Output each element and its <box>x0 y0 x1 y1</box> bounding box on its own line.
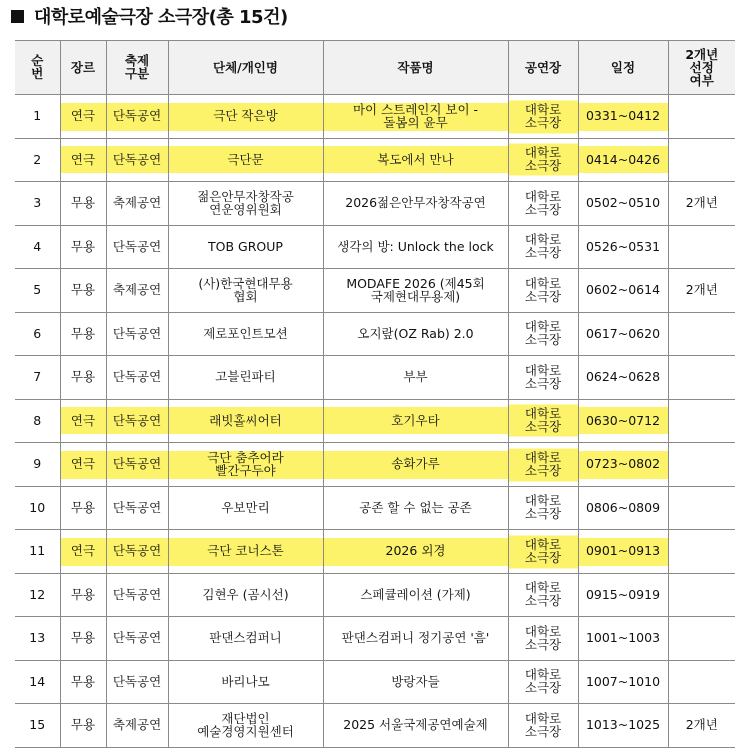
genre-cell: 무용 <box>60 182 106 226</box>
genre-cell: 연극 <box>60 95 106 139</box>
header-two-year: 2개년 선정 여부 <box>668 41 735 95</box>
work-title-cell: 2026젊은안무자창작공연 <box>323 182 508 226</box>
table-row <box>15 269 735 313</box>
genre-cell: 무용 <box>60 617 106 661</box>
period-cell: 0617~0620 <box>578 312 668 356</box>
troupe-cell: TOB GROUP <box>168 225 323 269</box>
genre-cell: 무용 <box>60 573 106 617</box>
row-number: 2 <box>15 138 60 182</box>
troupe-cell: (사)한국현대무용 협회 <box>168 269 323 313</box>
genre-cell: 무용 <box>60 486 106 530</box>
genre-cell: 무용 <box>60 225 106 269</box>
venue-cell: 대학로 소극장 <box>508 356 578 400</box>
venue-cell: 대학로 소극장 <box>508 312 578 356</box>
row-number: 8 <box>15 399 60 443</box>
festival-type-cell: 단독공연 <box>106 312 168 356</box>
festival-type-cell: 단독공연 <box>106 486 168 530</box>
period-cell: 1001~1003 <box>578 617 668 661</box>
work-title-cell: 방랑자들 <box>323 660 508 704</box>
venue-cell: 대학로 소극장 <box>508 269 578 313</box>
festival-type-cell: 단독공연 <box>106 660 168 704</box>
schedule-table <box>15 40 735 748</box>
work-title-cell: 스페큘레이션 (가제) <box>323 573 508 617</box>
period-cell: 0602~0614 <box>578 269 668 313</box>
table-row <box>15 225 735 269</box>
period-cell: 0331~0412 <box>578 95 668 139</box>
genre-cell: 무용 <box>60 356 106 400</box>
venue-cell: 대학로 소극장 <box>508 617 578 661</box>
genre-cell: 무용 <box>60 704 106 748</box>
work-title-cell: 생각의 방: Unlock the lock <box>323 225 508 269</box>
header-genre: 장르 <box>60 41 106 95</box>
two-year-cell <box>668 95 735 139</box>
header-work: 작품명 <box>323 41 508 95</box>
period-cell: 0806~0809 <box>578 486 668 530</box>
two-year-cell <box>668 225 735 269</box>
two-year-cell <box>668 660 735 704</box>
venue-cell: 대학로 소극장 <box>508 486 578 530</box>
troupe-cell: 김현우 (곰시선) <box>168 573 323 617</box>
two-year-cell <box>668 138 735 182</box>
table-body <box>15 95 735 748</box>
row-number: 9 <box>15 443 60 487</box>
row-number: 3 <box>15 182 60 226</box>
two-year-cell <box>668 617 735 661</box>
two-year-cell: 2개년 <box>668 269 735 313</box>
period-cell: 0414~0426 <box>578 138 668 182</box>
row-number: 7 <box>15 356 60 400</box>
row-number: 10 <box>15 486 60 530</box>
festival-type-cell: 단독공연 <box>106 443 168 487</box>
troupe-cell: 극단 춤추어라 빨간구두야 <box>168 443 323 487</box>
header-period: 일정 <box>578 41 668 95</box>
row-number: 5 <box>15 269 60 313</box>
venue-cell: 대학로 소극장 <box>508 443 578 487</box>
festival-type-cell: 단독공연 <box>106 617 168 661</box>
square-bullet-icon <box>11 10 24 23</box>
venue-cell: 대학로 소극장 <box>508 660 578 704</box>
row-number: 14 <box>15 660 60 704</box>
table-row <box>15 573 735 617</box>
festival-type-cell: 축제공연 <box>106 269 168 313</box>
row-number: 4 <box>15 225 60 269</box>
period-cell: 0915~0919 <box>578 573 668 617</box>
period-cell: 0526~0531 <box>578 225 668 269</box>
two-year-cell <box>668 312 735 356</box>
row-number: 6 <box>15 312 60 356</box>
troupe-cell: 래빗홀씨어터 <box>168 399 323 443</box>
festival-type-cell: 단독공연 <box>106 573 168 617</box>
troupe-cell: 젊은안무자창작공 연운영위원회 <box>168 182 323 226</box>
two-year-cell: 2개년 <box>668 704 735 748</box>
troupe-cell: 극단문 <box>168 138 323 182</box>
troupe-cell: 고블린파티 <box>168 356 323 400</box>
header-festival-type: 축제 구분 <box>106 41 168 95</box>
row-number: 1 <box>15 95 60 139</box>
troupe-cell: 바리나모 <box>168 660 323 704</box>
work-title-cell: 마이 스트레인지 보이 - 돌봄의 윤무 <box>323 95 508 139</box>
header-troupe: 단체/개인명 <box>168 41 323 95</box>
festival-type-cell: 단독공연 <box>106 138 168 182</box>
period-cell: 0723~0802 <box>578 443 668 487</box>
work-title-cell: MODAFE 2026 (제45회 국제현대무용제) <box>323 269 508 313</box>
row-number: 12 <box>15 573 60 617</box>
work-title-cell: 복도에서 만나 <box>323 138 508 182</box>
genre-cell: 연극 <box>60 399 106 443</box>
header-no: 순 번 <box>15 41 60 95</box>
venue-cell: 대학로 소극장 <box>508 530 578 574</box>
table-row <box>15 486 735 530</box>
two-year-cell <box>668 486 735 530</box>
work-title-cell: 공존 할 수 없는 공존 <box>323 486 508 530</box>
table-row <box>15 138 735 182</box>
period-cell: 1007~1010 <box>578 660 668 704</box>
two-year-cell <box>668 443 735 487</box>
table-row <box>15 182 735 226</box>
genre-cell: 연극 <box>60 443 106 487</box>
two-year-cell <box>668 356 735 400</box>
row-number: 11 <box>15 530 60 574</box>
work-title-cell: 2025 서울국제공연예술제 <box>323 704 508 748</box>
work-title-cell: 부부 <box>323 356 508 400</box>
row-number: 15 <box>15 704 60 748</box>
venue-cell: 대학로 소극장 <box>508 182 578 226</box>
venue-cell: 대학로 소극장 <box>508 573 578 617</box>
table-row <box>15 704 735 748</box>
venue-cell: 대학로 소극장 <box>508 704 578 748</box>
troupe-cell: 제로포인트모션 <box>168 312 323 356</box>
table-row <box>15 617 735 661</box>
venue-cell: 대학로 소극장 <box>508 138 578 182</box>
genre-cell: 연극 <box>60 530 106 574</box>
venue-cell: 대학로 소극장 <box>508 95 578 139</box>
table-row <box>15 312 735 356</box>
work-title-cell: 판댄스컴퍼니 정기공연 '흠' <box>323 617 508 661</box>
table-row <box>15 356 735 400</box>
troupe-cell: 극단 코너스톤 <box>168 530 323 574</box>
genre-cell: 무용 <box>60 660 106 704</box>
two-year-cell <box>668 530 735 574</box>
festival-type-cell: 단독공연 <box>106 225 168 269</box>
two-year-cell <box>668 399 735 443</box>
table-row <box>15 660 735 704</box>
work-title-cell: 2026 외경 <box>323 530 508 574</box>
troupe-cell: 판댄스컴퍼니 <box>168 617 323 661</box>
work-title-cell: 오지랖(OZ Rab) 2.0 <box>323 312 508 356</box>
period-cell: 0502~0510 <box>578 182 668 226</box>
festival-type-cell: 단독공연 <box>106 356 168 400</box>
work-title-cell: 호기우타 <box>323 399 508 443</box>
genre-cell: 연극 <box>60 138 106 182</box>
table-row <box>15 399 735 443</box>
table-header-row <box>15 41 735 95</box>
table-row <box>15 530 735 574</box>
two-year-cell: 2개년 <box>668 182 735 226</box>
troupe-cell: 재단법인 예술경영지원센터 <box>168 704 323 748</box>
troupe-cell: 우보만리 <box>168 486 323 530</box>
two-year-cell <box>668 573 735 617</box>
period-cell: 0901~0913 <box>578 530 668 574</box>
period-cell: 1013~1025 <box>578 704 668 748</box>
genre-cell: 무용 <box>60 269 106 313</box>
table-row <box>15 95 735 139</box>
page-title <box>11 2 288 30</box>
work-title-cell: 송화가루 <box>323 443 508 487</box>
venue-cell: 대학로 소극장 <box>508 399 578 443</box>
period-cell: 0630~0712 <box>578 399 668 443</box>
venue-cell: 대학로 소극장 <box>508 225 578 269</box>
festival-type-cell: 단독공연 <box>106 399 168 443</box>
festival-type-cell: 축제공연 <box>106 704 168 748</box>
festival-type-cell: 축제공연 <box>106 182 168 226</box>
header-venue: 공연장 <box>508 41 578 95</box>
festival-type-cell: 단독공연 <box>106 530 168 574</box>
period-cell: 0624~0628 <box>578 356 668 400</box>
row-number: 13 <box>15 617 60 661</box>
genre-cell: 무용 <box>60 312 106 356</box>
page-title-text: 대학로예술극장 소극장(총 15건) <box>34 7 288 28</box>
troupe-cell: 극단 작은방 <box>168 95 323 139</box>
table-row <box>15 443 735 487</box>
festival-type-cell: 단독공연 <box>106 95 168 139</box>
